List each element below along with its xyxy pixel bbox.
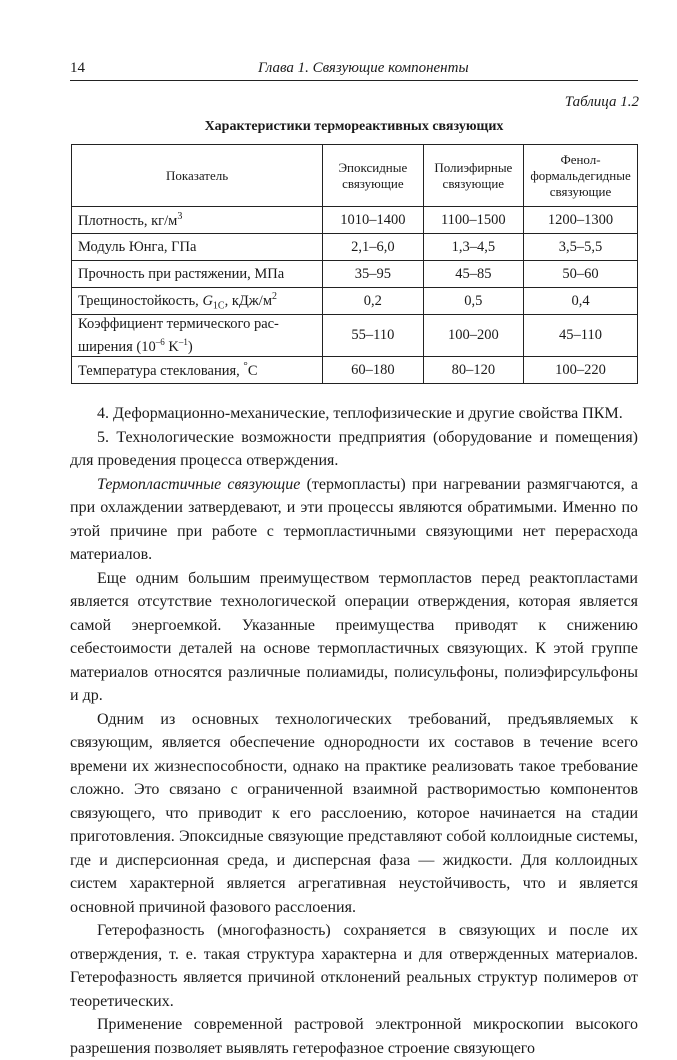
paragraph: 5. Технологические возможности предприятия (оборудование и помещения) для проведения процесса отверждения. [70,428,638,469]
table-cell: 0,2 [323,288,423,315]
running-header [70,58,638,81]
table-header-row [72,145,638,207]
column-header-epoxy: Эпоксидные связующие [323,145,423,207]
table-cell: 80–120 [423,357,523,384]
column-header-polyester: Полиэфирные связующие [423,145,523,207]
paragraph: 4. Деформационно-механические, теплофизические и другие свойства ПКМ. [97,405,623,422]
paragraph: Гетерофазность (многофазность) сохраняется в связующих и после их отверждения, т. е. такая структура характерна и для отвержденных материалов. Гетерофазность является причиной отклонений реальных структур полимеров от теоретических. [70,922,638,1010]
table-cell: 1200–1300 [524,207,638,234]
table-caption: Характеристики термореактивных связующих [204,119,504,134]
table-row [72,357,638,384]
row-label: Трещиностойкость, $G_{1C}$, кДж/$м^2$ [72,288,323,315]
row-label: Плотность, $кг/м^3$ [72,207,323,234]
body-text [70,402,638,1060]
table-row [72,261,638,288]
table-cell: 100–200 [423,315,523,357]
table-cell: 45–85 [423,261,523,288]
page-number: 14 [70,60,85,76]
row-label: Модуль Юнга, ГПа [72,234,323,261]
paragraph: Одним из основных технологических требований, предъявляемых к связующим, является обеспечение однородности их составов в течение всего времени их жизнеспособности, однако на практике реализовать такое требование сложно. Это связано с ограниченной взаимной растворимостью компонентов связующего, что приводит к его расслоению, которое начинается на стадии приготовления. Эпоксидные связующие представляют собой коллоидные системы, где и дисперсионная среда, и дисперсная фаза — жидкости. Для коллоидных систем характерной является агрегативная неустойчивость, что и является основной причиной фазового расслоения. [70,710,638,916]
table-cell: 2,1–6,0 [323,234,423,261]
running-title: Глава 1. Связующие компоненты [258,60,469,76]
table-row [72,207,638,234]
table-cell: 60–180 [323,357,423,384]
column-header-phenol: Фенол-формальдегидные связующие [524,145,638,207]
table-cell: 1010–1400 [323,207,423,234]
properties-table [71,144,638,384]
table-cell: 0,4 [524,288,638,315]
row-label: Коэффициент термического рас- ширения ($10^{-6}$ $K^{-1}$) [72,315,323,357]
table-cell: 1100–1500 [423,207,523,234]
row-label: Прочность при растяжении, МПа [72,261,323,288]
paragraph: Термопластичные связующие (термопласты) при нагревании размягчаются, а при охлаждении затвердевают, и эти процессы являются обратимыми. Именно по этой причине при работе с термопластичными связующими нет перерасхода материалов. [70,475,639,563]
table-cell: 50–60 [524,261,638,288]
table-row [72,288,638,315]
table-cell: 3,5–5,5 [524,234,638,261]
row-label: Температура стеклования, °C [72,357,323,384]
table-cell: 1,3–4,5 [423,234,523,261]
paragraph: Применение современной растровой электронной микроскопии высокого разрешения позволяет выявлять гетерофазное строение связующего [70,1016,638,1057]
table-cell: 35–95 [323,261,423,288]
table-row [72,315,638,357]
table-cell: 45–110 [524,315,638,357]
table-cell: 0,5 [423,288,523,315]
table-cell: 100–220 [524,357,638,384]
table-label: Таблица 1.2 [564,94,639,110]
table-cell: 55–110 [323,315,423,357]
table-row [72,234,638,261]
term-thermoplastic: Термопластичные связующие [97,475,301,493]
paragraph: Еще одним большим преимуществом термопластов перед реактопластами является отсутствие технологической операции отверждения, которая является самой энергоемкой. Указанные преимущества приводят к снижению себестоимости деталей на основе термопластичных связующих. К этой группе материалов относятся различные полиамиды, полисульфоны, полиэфирсульфоны и др. [70,569,638,704]
column-header-indicator: Показатель [72,145,323,207]
